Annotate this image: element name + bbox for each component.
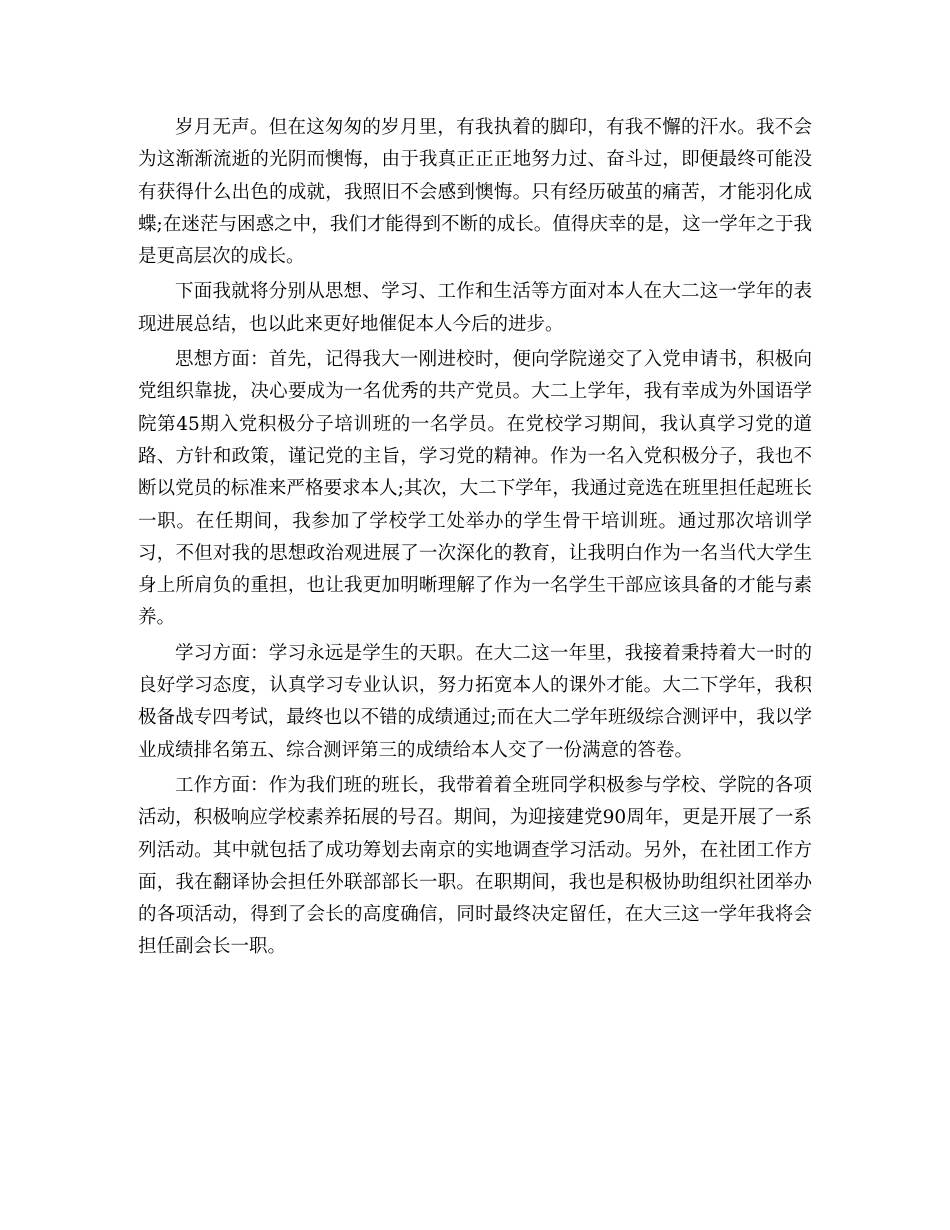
paragraph-intro: 岁月无声。但在这匆匆的岁月里，有我执着的脚印，有我不懈的汗水。我不会为这渐渐流逝的光阴而懊悔，由于我真正正正地努力过、奋斗过，即便最终可能没有获得什么出色的成就，我照旧不会感到懊悔。只有经历破茧的痛苦，才能羽化成蝶;在迷茫与困惑之中，我们才能得到不断的成长。值得庆幸的是，这一学年之于我是更高层次的成长。: [138, 117, 812, 268]
paragraph-work: 工作方面：作为我们班的班长，我带着着全班同学积极参与学校、学院的各项活动，积极响应学校素养拓展的号召。期间，为迎接建党90周年，更是开展了一系列活动。其中就包括了成功筹划去南京的实地调查学习活动。另外，在社团工作方面，我在翻译协会担任外联部部长一职。在职期间，我也是积极协助组织社团举办的各项活动，得到了会长的高度确信，同时最终决定留任，在大三这一学年我将会担任副会长一职。: [138, 774, 812, 958]
document-page: [138, 112, 812, 967]
paragraph-overview: 下面我就将分别从思想、学习、工作和生活等方面对本人在大二这一学年的表现进展总结，也以此来更好地催促本人今后的进步。: [138, 281, 812, 335]
paragraph-study: 学习方面：学习永远是学生的天职。在大二这一年里，我接着秉持着大一时的良好学习态度，认真学习专业认识，努力拓宽本人的课外才能。大二下学年，我积极备战专四考试，最终也以不错的成绩通过;而在大二学年班级综合测评中，我以学业成绩排名第五、综合测评第三的成绩给本人交了一份满意的答卷。: [138, 642, 812, 761]
paragraph-thought: 思想方面：首先，记得我大一刚进校时，便向学院递交了入党申请书，积极向党组织靠拢，决心要成为一名优秀的共产党员。大二上学年，我有幸成为外国语学院第45期入党积极分子培训班的一名学员。在党校学习期间，我认真学习党的道路、方针和政策，谨记党的主旨，学习党的精神。作为一名入党积极分子，我也不断以党员的标准来严格要求本人;其次，大二下学年，我通过竞选在班里担任起班长一职。在任期间，我参加了学校学工处举办的学生骨干培训班。通过那次培训学习，不但对我的思想政治观进展了一次深化的教育，让我明白作为一名当代大学生身上所肩负的重担，也让我更加明晰理解了作为一名学生干部应该具备的才能与素养。: [138, 349, 812, 629]
